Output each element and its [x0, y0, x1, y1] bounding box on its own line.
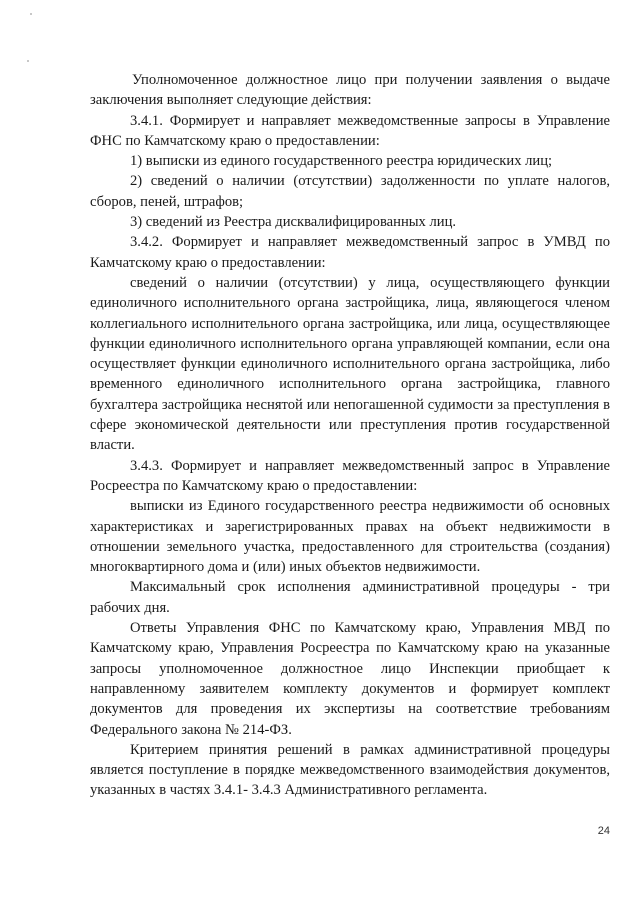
- paragraph-item-3: 3) сведений из Реестра дисквалифицированных лиц.: [130, 214, 457, 231]
- paragraph-3-4-2: 3.4.2. Формирует и направляет межведомственный запрос в УМВД по Камчатскому краю о предоставлении:: [90, 234, 610, 271]
- paragraph-intro: Уполномоченное должностное лицо при получении заявления о выдаче заключения выполняет следующие действия:: [90, 72, 610, 109]
- paragraph-deadline: Максимальный срок исполнения административной процедуры - три рабочих дня.: [90, 579, 610, 616]
- paragraph-3-4-3: 3.4.3. Формирует и направляет межведомственный запрос в Управление Росреестра по Камчатскому краю о предоставлении:: [90, 457, 610, 494]
- paragraph-rosreestr-details: выписки из Единого государственного реестра недвижимости об основных характеристиках и зарегистрированных правах на объект недвижимости в отношении земельного участка, предоставленного для строительства (создания) многоквартирного дома и (или) иных объектов недвижимости.: [90, 498, 610, 576]
- paragraph-3-4-1: 3.4.1. Формирует и направляет межведомственные запросы в Управление ФНС по Камчатскому краю о предоставлении:: [90, 112, 610, 149]
- scan-speck: [30, 13, 32, 15]
- scan-speck: [27, 60, 29, 62]
- paragraph-item-1: 1) выписки из единого государственного реестра юридических лиц;: [130, 153, 553, 170]
- paragraph-item-2: 2) сведений о наличии (отсутствии) задолженности по уплате налогов, сборов, пеней, штрафов;: [90, 173, 610, 210]
- paragraph-umvd-details: сведений о наличии (отсутствии) у лица, осуществляющего функции единоличного исполнительного органа застройщика, лица, являющегося членом коллегиального исполнительного органа застройщика, или лица, осуществляющее функции единоличного исполнительного органа управляющей компании, если она осуществляет функции единоличного исполнительного органа застройщика, либо временного единоличного исполнительного органа застройщика, главного бухгалтера застройщика неснятой или непогашенной судимости за преступления в сфере экономической деятельности или преступления против государственной власти.: [90, 274, 610, 454]
- document-body: [90, 70, 610, 801]
- paragraph-criterion: Критерием принятия решений в рамках административной процедуры является поступление в порядке межведомственного взаимодействия документов, указанных в частях 3.4.1- 3.4.3 Административного регламента.: [90, 741, 610, 799]
- paragraph-responses: Ответы Управления ФНС по Камчатскому краю, Управления МВД по Камчатскому краю, Управления Росреестра по Камчатскому краю на указанные запросы уполномоченное должностное лицо Инспекции приобщает к направленному заявителем комплекту документов и формирует комплект документов для проведения их экспертизы на соответствие требованиям Федерального закона № 214-ФЗ.: [90, 620, 610, 738]
- page-number: 24: [597, 825, 610, 837]
